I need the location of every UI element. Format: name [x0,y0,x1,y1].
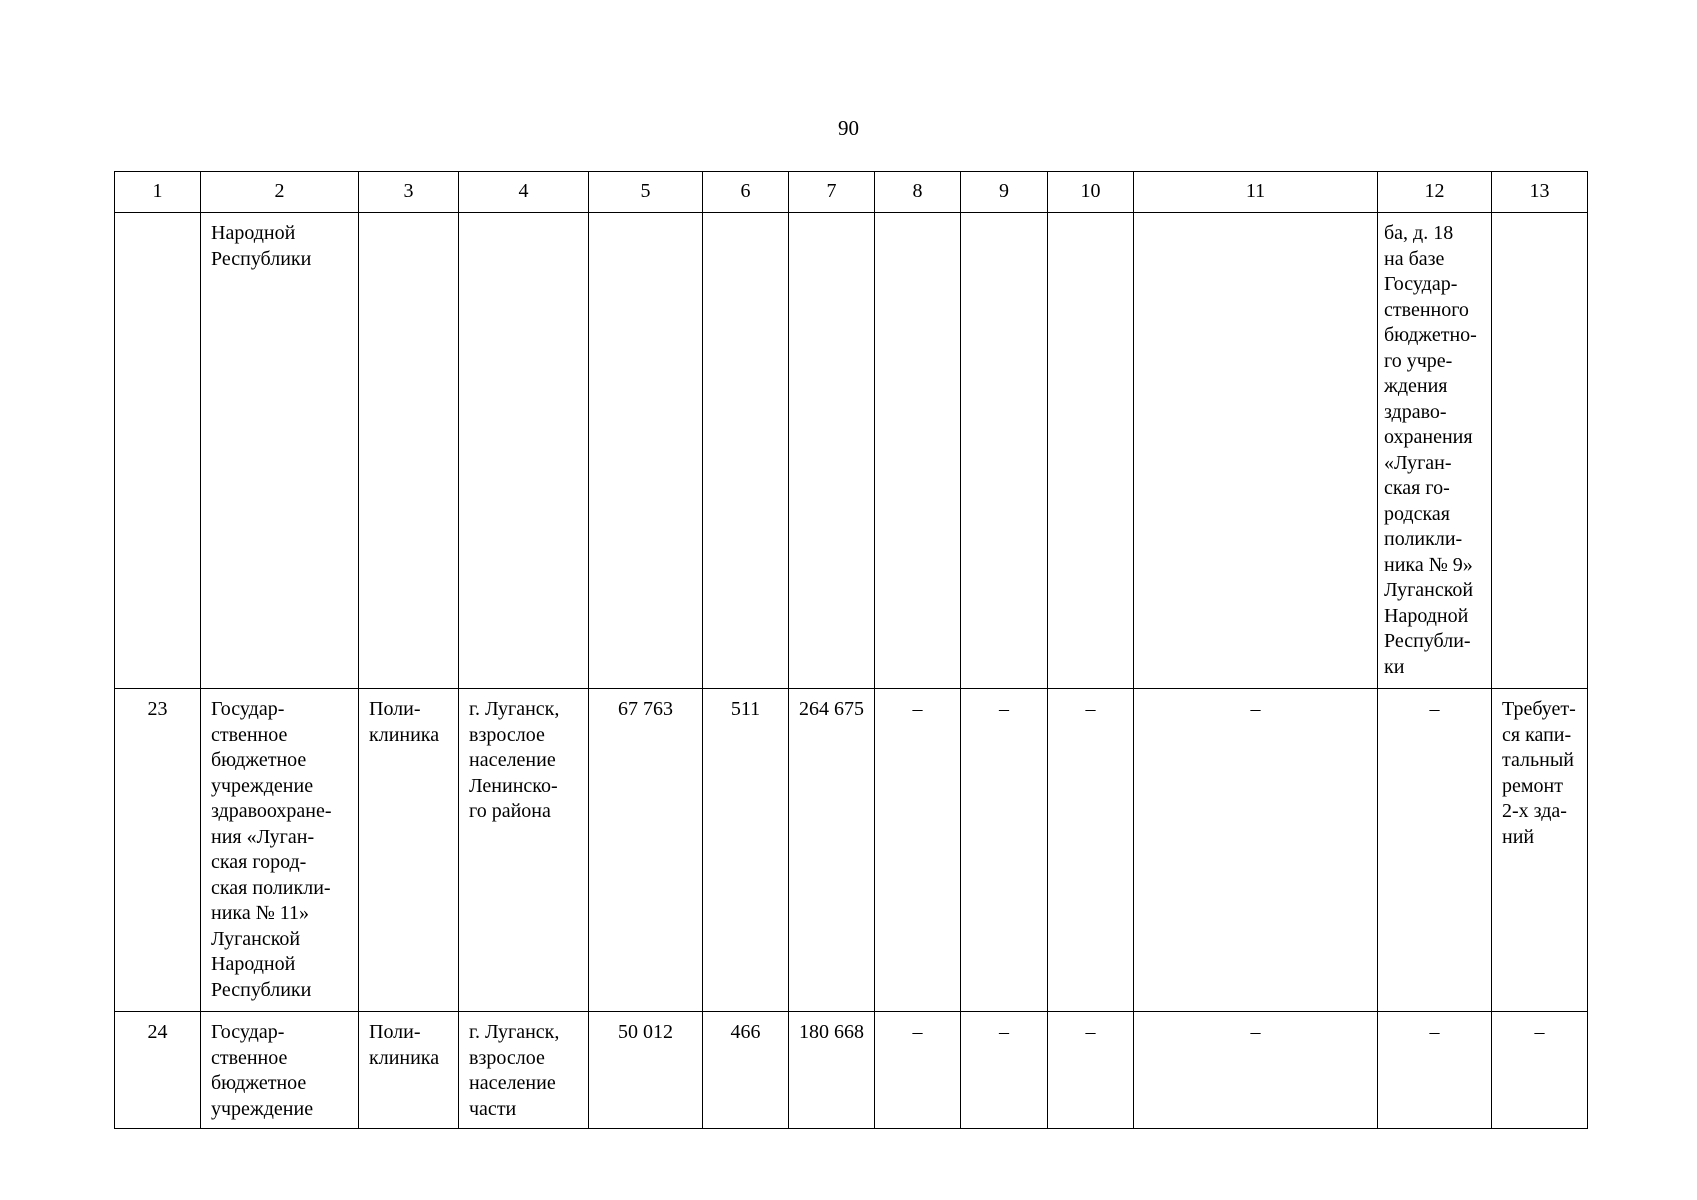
cell-col2: Государ- ственное бюджетное учреждение здравоохране- ния «Луган- ская город- ская поликли- ника № 11» Луганской Народной Республики [201,689,359,1012]
cell-col9 [961,213,1048,689]
cell-col8: – [875,1012,961,1129]
cell-col6: 511 [703,689,789,1012]
page-number: 90 [838,116,859,140]
cell-col13 [1492,213,1588,689]
header-col-11: 11 [1134,172,1378,213]
cell-col8 [875,213,961,689]
cell-col13: Требует- ся капи- тальный ремонт 2-х зда- ний [1492,689,1588,1012]
cell-col1: 24 [115,1012,201,1129]
cell-col1 [115,213,201,689]
cell-col8: – [875,689,961,1012]
cell-col3: Поли- клиника [359,1012,459,1129]
header-col-5: 5 [589,172,703,213]
header-col-6: 6 [703,172,789,213]
header-col-2: 2 [201,172,359,213]
cell-col13: – [1492,1012,1588,1129]
cell-col3: Поли- клиника [359,689,459,1012]
cell-col2: Народной Республики [201,213,359,689]
cell-col4: г. Луганск, взрослое население части [459,1012,589,1129]
header-col-3: 3 [359,172,459,213]
header-col-10: 10 [1048,172,1134,213]
cell-col7: 264 675 [789,689,875,1012]
header-row [115,172,1588,213]
cell-col11 [1134,213,1378,689]
header-col-7: 7 [789,172,875,213]
cell-col6 [703,213,789,689]
cell-col7: 180 668 [789,1012,875,1129]
cell-col9: – [961,689,1048,1012]
cell-col5 [589,213,703,689]
table-row [115,689,1588,1012]
header-col-9: 9 [961,172,1048,213]
table-row-continuation [115,213,1588,689]
cell-col6: 466 [703,1012,789,1129]
header-col-1: 1 [115,172,201,213]
cell-col5: 67 763 [589,689,703,1012]
cell-col1: 23 [115,689,201,1012]
cell-col4 [459,213,589,689]
header-col-8: 8 [875,172,961,213]
data-table [114,171,1588,1129]
header-col-12: 12 [1378,172,1492,213]
cell-col9: – [961,1012,1048,1129]
cell-col12: – [1378,1012,1492,1129]
cell-col2: Государ- ственное бюджетное учреждение [201,1012,359,1129]
cell-col12: – [1378,689,1492,1012]
cell-col11: – [1134,689,1378,1012]
cell-col3 [359,213,459,689]
cell-col10 [1048,213,1134,689]
cell-col10: – [1048,1012,1134,1129]
cell-col11: – [1134,1012,1378,1129]
cell-col10: – [1048,689,1134,1012]
cell-col4: г. Луганск, взрослое население Ленинско- го района [459,689,589,1012]
cell-col12: ба, д. 18 на базе Государ- ственного бюджетно- го учре- ждения здраво- охранения «Луган- ская го- родская поликли- ника № 9» Луганской Народной Республи- ки [1378,213,1492,689]
cell-col5: 50 012 [589,1012,703,1129]
header-col-13: 13 [1492,172,1588,213]
cell-col7 [789,213,875,689]
header-col-4: 4 [459,172,589,213]
table-row [115,1012,1588,1129]
